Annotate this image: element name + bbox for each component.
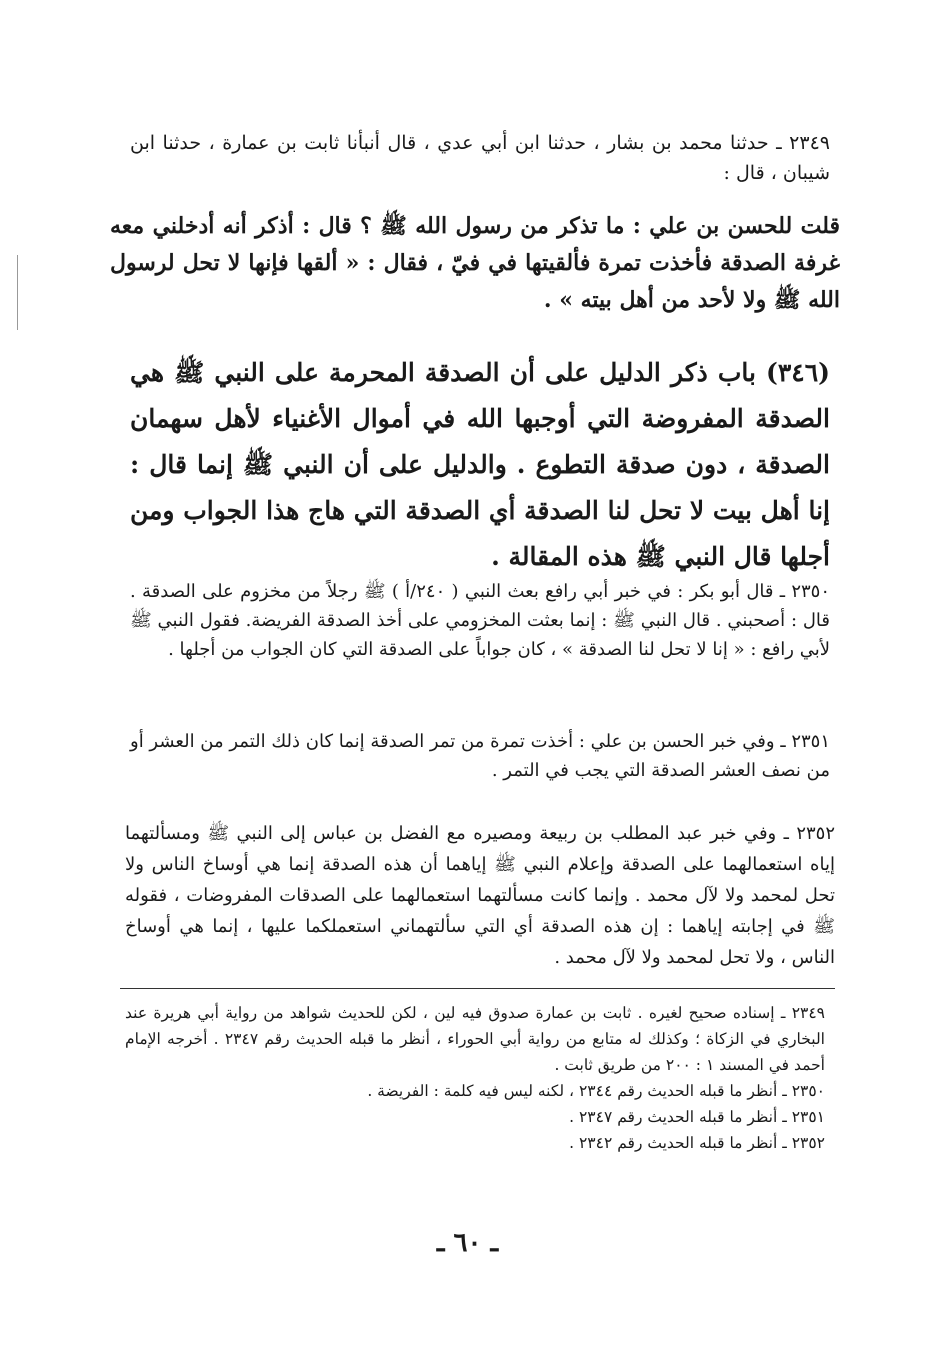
footnote-separator <box>120 988 835 989</box>
hadith-2350: ٢٣٥٠ ـ قال أبو بكر : في خبر أبي رافع بعث النبي ( ٢٤٠/أ ) ﷺ رجلاً من مخزوم على الصدقة . قال : أصحبني . قال النبي ﷺ : إنما بعثت المخزومي على أخذ الصدقة الفريضة. فقول النبي ﷺ لأبي رافع : « إنا لا تحل لنا الصدقة » ، كان جواباً على الصدقة التي كان الجواب من أجلها . <box>130 581 830 660</box>
page-number: ـ ٦٠ ـ <box>436 1228 499 1258</box>
footnote-2349: ٢٣٤٩ ـ إسناده صحيح لغيره . ثابت بن عمارة صدوق فيه لين ، لكن للحديث شواهد من رواية أبي هريرة عند البخاري في الزكاة ؛ وكذلك له متابع من رواية أبي الحوراء ، أنظر ما قبله الحديث رقم ٢٣٤٧ . أخرجه الإمام أحمد في المسند ١ : ٢٠٠ من طريق ثابت . <box>125 1004 825 1074</box>
margin-line <box>17 255 18 330</box>
footnote-2350: ٢٣٥٠ ـ أنظر ما قبله الحديث رقم ٢٣٤٤ ، لكنه ليس فيه كلمة : الفريضة . <box>367 1082 825 1100</box>
hadith-2349-matn: قلت للحسن بن علي : ما تذكر من رسول الله ﷺ ؟ قال : أذكر أنه أدخلني معه غرفة الصدقة فأخذت تمرة فألقيتها في فيّ ، فقال : « ألقها فإنها لا تحل لرسول الله ﷺ ولا لأحد من أهل بيته » . <box>110 213 840 313</box>
footnotes <box>125 1000 825 1156</box>
hadith-2352: ٢٣٥٢ ـ وفي خبر عبد المطلب بن ربيعة ومصيره مع الفضل بن عباس إلى النبي ﷺ ومسألتهما إياه استعمالهما على الصدقة وإعلام النبي ﷺ إياهما أن هذه الصدقة إنما هي أوساخ الناس ولا تحل لمحمد ولا لآل محمد . وإنما كانت مسألتهما استعمالهما على الصدقات المفروضات ، فقوله ﷺ في إجابته إياهما : إن هذه الصدقة أي التي سألتهماني استعملكما عليها ، إنما هي أوساخ الناس ، ولا تحل لمحمد ولا لآل محمد . <box>125 823 835 968</box>
hadith-2351: ٢٣٥١ ـ وفي خبر الحسن بن علي : أخذت تمرة من تمر الصدقة إنما كان ذلك التمر من العشر أو من نصف العشر الصدقة التي يجب في التمر . <box>130 731 830 781</box>
footnote-2352: ٢٣٥٢ ـ أنظر ما قبله الحديث رقم ٢٣٤٢ . <box>569 1134 825 1152</box>
chapter-heading-346: (٣٤٦) باب ذكر الدليل على أن الصدقة المحرمة على النبي ﷺ هي الصدقة المفروضة التي أوجبها الله في أموال الأغنياء لأهل سهمان الصدقة ، دون صدقة التطوع . والدليل على أن النبي ﷺ إنما قال : إنا أهل بيت لا تحل لنا الصدقة أي الصدقة التي هاج هذا الجواب ومن أجلها قال النبي ﷺ هذه المقالة . <box>130 358 830 571</box>
hadith-2349-isnad: ٢٣٤٩ ـ حدثنا محمد بن بشار ، حدثنا ابن أبي عدي ، قال أنبأنا ثابت بن عمارة ، حدثنا ابن شيبان ، قال : <box>130 132 830 184</box>
footnote-2351: ٢٣٥١ ـ أنظر ما قبله الحديث رقم ٢٣٤٧ . <box>569 1108 825 1126</box>
